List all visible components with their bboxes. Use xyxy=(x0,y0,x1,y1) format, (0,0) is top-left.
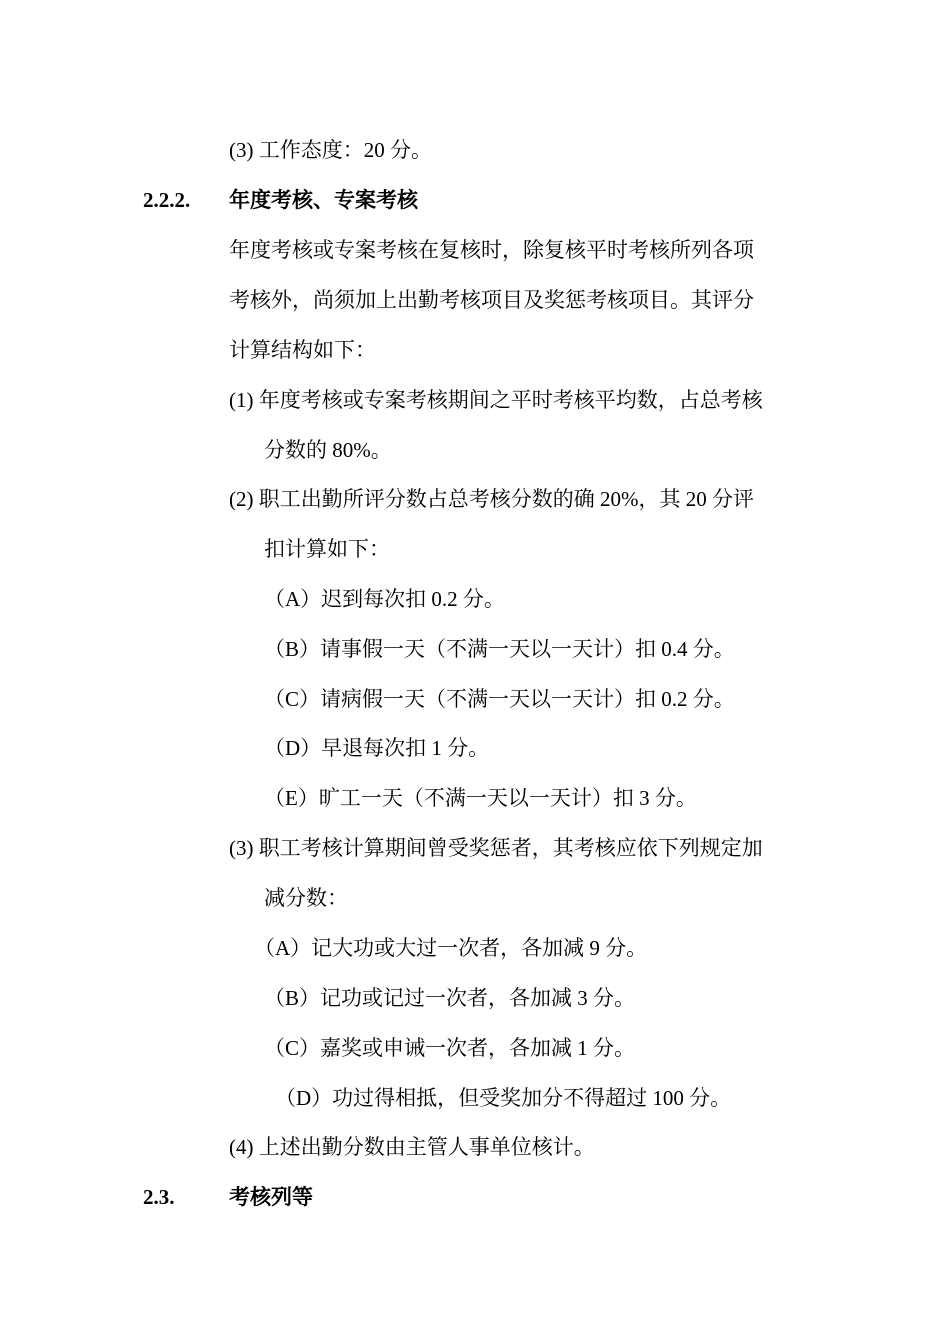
item-3-sub-d: （D）功过得相抵，但受奖加分不得超过 100 分。 xyxy=(275,1086,732,1110)
intro-line-2: 考核外，尚须加上出勤考核项目及奖惩考核项目。其评分 xyxy=(229,288,754,312)
section-title-2-3: 考核列等 xyxy=(229,1185,313,1209)
item-2-line-1: (2) 职工出勤所评分数占总考核分数的确 20%，其 20 分评 xyxy=(229,487,754,511)
item-2-sub-c: （C）请病假一天（不满一天以一天计）扣 0.2 分。 xyxy=(264,687,735,711)
item-3-sub-a: （A）记大功或大过一次者，各加减 9 分。 xyxy=(254,936,648,960)
intro-line-1: 年度考核或专案考核在复核时，除复核平时考核所列各项 xyxy=(229,238,754,262)
item-2-sub-b: （B）请事假一天（不满一天以一天计）扣 0.4 分。 xyxy=(264,637,735,661)
item-3-line-2: 减分数： xyxy=(264,886,348,910)
intro-line-3: 计算结构如下： xyxy=(229,338,376,362)
item-2-sub-a: （A）迟到每次扣 0.2 分。 xyxy=(264,587,505,611)
item-1-line-1: (1) 年度考核或专案考核期间之平时考核平均数，占总考核 xyxy=(229,388,763,412)
item-1-line-2: 分数的 80%。 xyxy=(264,438,392,462)
item-3-sub-b: （B）记功或记过一次者，各加减 3 分。 xyxy=(264,986,636,1010)
item-2-sub-e: （E）旷工一天（不满一天以一天计）扣 3 分。 xyxy=(264,786,697,810)
item-3-sub-c: （C）嘉奖或申诫一次者，各加减 1 分。 xyxy=(264,1036,636,1060)
section-number-2-2-2: 2.2.2. xyxy=(143,188,191,212)
item-2-sub-d: （D）早退每次扣 1 分。 xyxy=(264,736,490,760)
item-3-line-1: (3) 职工考核计算期间曾受奖惩者，其考核应依下列规定加 xyxy=(229,836,763,860)
item-4: (4) 上述出勤分数由主管人事单位核计。 xyxy=(229,1135,595,1159)
section-title-2-2-2: 年度考核、专案考核 xyxy=(229,188,418,212)
item-3-work-attitude: (3) 工作态度：20 分。 xyxy=(229,138,432,162)
item-2-line-2: 扣计算如下： xyxy=(264,537,390,561)
section-number-2-3: 2.3. xyxy=(143,1185,175,1209)
